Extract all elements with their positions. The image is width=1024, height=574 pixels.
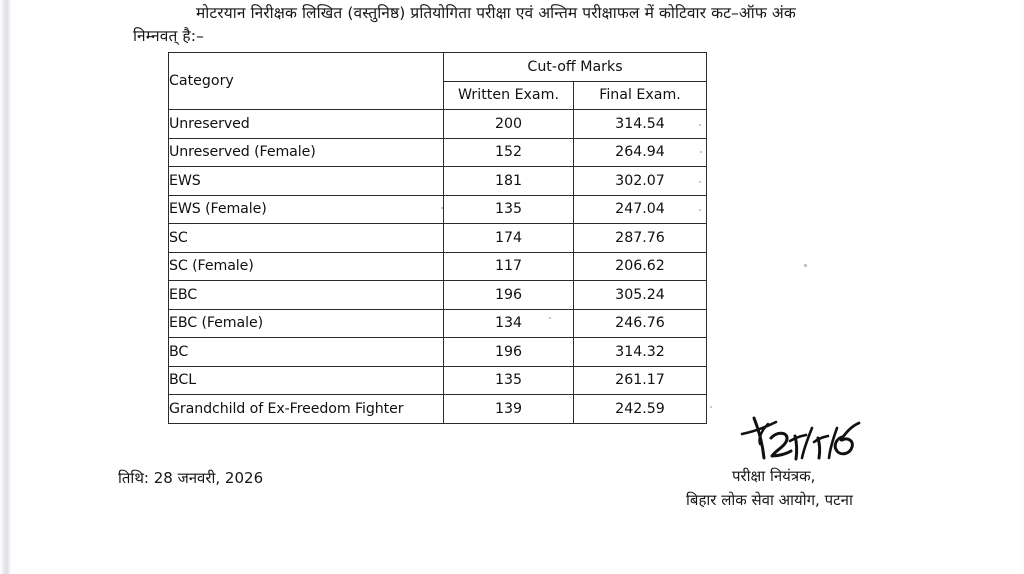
- cell-written-exam: 181: [444, 167, 574, 196]
- cutoff-marks-table: [168, 52, 707, 424]
- cell-category: BCL: [169, 366, 444, 395]
- scan-speck: [710, 406, 712, 408]
- cell-final-exam: 314.32: [574, 338, 707, 367]
- date-line: तिथि: 28 जनवरी, 2026: [118, 469, 264, 487]
- table-row: [169, 195, 707, 224]
- column-header-written-exam: Written Exam.: [444, 81, 574, 110]
- cell-written-exam: 117: [444, 252, 574, 281]
- scan-speck: [699, 209, 701, 211]
- cell-written-exam: 196: [444, 338, 574, 367]
- table-row: [169, 167, 707, 196]
- cell-category: Unreserved: [169, 110, 444, 139]
- table-row: [169, 395, 707, 424]
- table-row: [169, 309, 707, 338]
- table-row: [169, 252, 707, 281]
- column-header-final-exam: Final Exam.: [574, 81, 707, 110]
- cell-category: EBC (Female): [169, 309, 444, 338]
- table-row: [169, 366, 707, 395]
- cell-category: Unreserved (Female): [169, 138, 444, 167]
- column-header-cutoff-marks: Cut-off Marks: [444, 53, 707, 82]
- table-row: [169, 138, 707, 167]
- cell-final-exam: 206.62: [574, 252, 707, 281]
- scan-speck: [441, 207, 443, 209]
- cell-written-exam: 134: [444, 309, 574, 338]
- signatory-organization: बिहार लोक सेवा आयोग, पटना: [686, 491, 853, 509]
- table-row: [169, 110, 707, 139]
- intro-line-1: मोटरयान निरीक्षक लिखित (वस्तुनिष्ठ) प्रतियोगिता परीक्षा एवं अन्तिम परीक्षाफल में कोटिवार कट–ऑफ अंक: [196, 4, 796, 22]
- cell-category: BC: [169, 338, 444, 367]
- cell-category: EWS: [169, 167, 444, 196]
- scan-speck: [699, 181, 701, 183]
- cell-final-exam: 264.94: [574, 138, 707, 167]
- table-row: [169, 281, 707, 310]
- cell-category: EBC: [169, 281, 444, 310]
- cell-final-exam: 314.54: [574, 110, 707, 139]
- scan-speck: [804, 264, 807, 267]
- table-row: [169, 338, 707, 367]
- cell-category: Grandchild of Ex-Freedom Fighter: [169, 395, 444, 424]
- cell-final-exam: 305.24: [574, 281, 707, 310]
- cell-final-exam: 246.76: [574, 309, 707, 338]
- table-row: [169, 224, 707, 253]
- cell-written-exam: 139: [444, 395, 574, 424]
- table-head: [169, 53, 707, 110]
- scan-speck: [549, 317, 551, 319]
- cell-final-exam: 242.59: [574, 395, 707, 424]
- scan-speck: [700, 151, 702, 153]
- cell-category: SC: [169, 224, 444, 253]
- table-header-row-group: [169, 53, 707, 82]
- cell-written-exam: 174: [444, 224, 574, 253]
- intro-line-2: निम्नवत् है:–: [133, 27, 204, 45]
- cell-final-exam: 261.17: [574, 366, 707, 395]
- signatory-title: परीक्षा नियंत्रक,: [732, 467, 816, 485]
- cell-final-exam: 302.07: [574, 167, 707, 196]
- signature-block: [686, 414, 986, 512]
- scan-speck: [699, 124, 701, 126]
- cell-written-exam: 135: [444, 195, 574, 224]
- cell-final-exam: 247.04: [574, 195, 707, 224]
- column-header-category: Category: [169, 53, 444, 110]
- handwritten-signature-icon: [738, 414, 888, 464]
- cell-written-exam: 135: [444, 366, 574, 395]
- table-body: [169, 110, 707, 424]
- cell-category: EWS (Female): [169, 195, 444, 224]
- cell-written-exam: 196: [444, 281, 574, 310]
- cell-written-exam: 152: [444, 138, 574, 167]
- cell-category: SC (Female): [169, 252, 444, 281]
- intro-paragraph: [133, 2, 940, 48]
- cell-final-exam: 287.76: [574, 224, 707, 253]
- cell-written-exam: 200: [444, 110, 574, 139]
- cutoff-marks-table-wrapper: [168, 52, 706, 424]
